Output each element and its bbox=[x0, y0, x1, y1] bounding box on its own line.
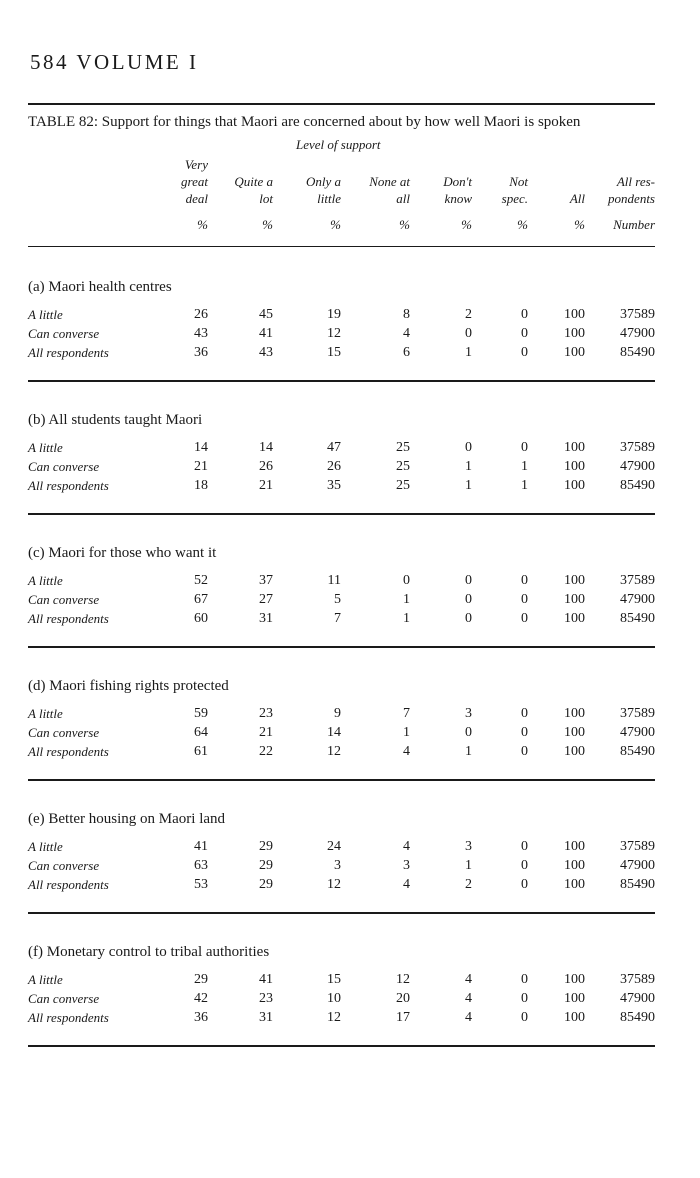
column-header-line: None at bbox=[369, 174, 410, 189]
table-cell: 26 bbox=[327, 459, 341, 474]
table-cell: 0 bbox=[521, 345, 528, 360]
table-cell: 100 bbox=[564, 345, 585, 360]
table-row bbox=[0, 877, 700, 896]
table-cell: 47900 bbox=[620, 991, 655, 1006]
table-cell: 53 bbox=[194, 877, 208, 892]
table-cell: 4 bbox=[403, 839, 410, 854]
table-cell: 37589 bbox=[620, 440, 655, 455]
row-label: All respondents bbox=[28, 1010, 109, 1025]
table-cell: 100 bbox=[564, 744, 585, 759]
column-header bbox=[213, 173, 273, 207]
table-cell: 0 bbox=[521, 706, 528, 721]
column-header-line: Don't bbox=[443, 174, 472, 189]
section-rule bbox=[28, 1045, 655, 1047]
table-cell: 100 bbox=[564, 592, 585, 607]
table-cell: 85490 bbox=[620, 1010, 655, 1025]
column-header-line: Not bbox=[509, 174, 528, 189]
row-label: Can converse bbox=[28, 991, 100, 1006]
table-row bbox=[0, 326, 700, 345]
table-cell: 1 bbox=[521, 459, 528, 474]
table-cell: 100 bbox=[564, 326, 585, 341]
table-cell: 4 bbox=[465, 1010, 472, 1025]
table-row bbox=[0, 744, 700, 763]
table-cell: 18 bbox=[194, 478, 208, 493]
table-cell: 31 bbox=[259, 1010, 273, 1025]
table-cell: 100 bbox=[564, 858, 585, 873]
table-cell: 61 bbox=[194, 744, 208, 759]
table-cell: 85490 bbox=[620, 478, 655, 493]
row-label: Can converse bbox=[28, 459, 100, 474]
table-cell: 29 bbox=[259, 839, 273, 854]
row-label: All respondents bbox=[28, 345, 109, 360]
level-of-support-label: Level of support bbox=[296, 137, 381, 152]
row-label: Can converse bbox=[28, 592, 100, 607]
row-label: A little bbox=[28, 307, 63, 322]
table-cell: 100 bbox=[564, 307, 585, 322]
row-label: Can converse bbox=[28, 858, 100, 873]
table-row bbox=[0, 858, 700, 877]
table-cell: 37589 bbox=[620, 573, 655, 588]
table-cell: 36 bbox=[194, 1010, 208, 1025]
row-label: A little bbox=[28, 972, 63, 987]
table-cell: 12 bbox=[327, 877, 341, 892]
table-row bbox=[0, 573, 700, 592]
column-header-line: lot bbox=[259, 191, 273, 206]
table-cell: 0 bbox=[521, 725, 528, 740]
table-cell: 21 bbox=[194, 459, 208, 474]
table-cell: 3 bbox=[334, 858, 341, 873]
table-cell: 37589 bbox=[620, 972, 655, 987]
table-cell: 4 bbox=[465, 972, 472, 987]
table-cell: 0 bbox=[521, 744, 528, 759]
table-cell: 42 bbox=[194, 991, 208, 1006]
column-header bbox=[585, 173, 655, 207]
column-unit: % bbox=[262, 217, 273, 232]
page-header: 584 VOLUME I bbox=[30, 50, 199, 74]
table-cell: 41 bbox=[194, 839, 208, 854]
table-cell: 29 bbox=[194, 972, 208, 987]
table-row bbox=[0, 345, 700, 364]
table-row bbox=[0, 1010, 700, 1029]
section-title: (b) All students taught Maori bbox=[28, 412, 203, 428]
table-cell: 15 bbox=[327, 972, 341, 987]
table-cell: 1 bbox=[465, 858, 472, 873]
row-label: All respondents bbox=[28, 877, 109, 892]
table-cell: 85490 bbox=[620, 611, 655, 626]
table-cell: 100 bbox=[564, 706, 585, 721]
column-header-line: deal bbox=[185, 191, 208, 206]
table-cell: 59 bbox=[194, 706, 208, 721]
table-cell: 100 bbox=[564, 573, 585, 588]
table-cell: 12 bbox=[327, 744, 341, 759]
column-unit: % bbox=[517, 217, 528, 232]
section-title: (a) Maori health centres bbox=[28, 279, 172, 295]
table-cell: 100 bbox=[564, 440, 585, 455]
table-cell: 0 bbox=[521, 440, 528, 455]
table-cell: 47900 bbox=[620, 858, 655, 873]
table-row bbox=[0, 440, 700, 459]
table-cell: 41 bbox=[259, 972, 273, 987]
table-cell: 47 bbox=[327, 440, 341, 455]
section-title: (d) Maori fishing rights protected bbox=[28, 678, 229, 694]
table-cell: 23 bbox=[259, 706, 273, 721]
section-rule bbox=[28, 646, 655, 648]
table-cell: 7 bbox=[334, 611, 341, 626]
table-cell: 100 bbox=[564, 877, 585, 892]
column-unit: % bbox=[197, 217, 208, 232]
table-row bbox=[0, 725, 700, 744]
section-title: (c) Maori for those who want it bbox=[28, 545, 217, 561]
table-row bbox=[0, 478, 700, 497]
section-rule bbox=[28, 779, 655, 781]
column-unit: % bbox=[461, 217, 472, 232]
table-cell: 100 bbox=[564, 991, 585, 1006]
row-label: Can converse bbox=[28, 725, 100, 740]
table-cell: 21 bbox=[259, 478, 273, 493]
table-cell: 100 bbox=[564, 478, 585, 493]
table-cell: 1 bbox=[465, 478, 472, 493]
column-header-line: Very bbox=[184, 157, 208, 172]
table-cell: 4 bbox=[465, 991, 472, 1006]
table-cell: 0 bbox=[465, 326, 472, 341]
table-cell: 29 bbox=[259, 877, 273, 892]
table-cell: 0 bbox=[465, 440, 472, 455]
table-cell: 37 bbox=[259, 573, 273, 588]
row-label: All respondents bbox=[28, 744, 109, 759]
column-header-line: All res- bbox=[616, 174, 655, 189]
table-cell: 20 bbox=[396, 991, 410, 1006]
section-title: (e) Better housing on Maori land bbox=[28, 811, 226, 827]
row-label: All respondents bbox=[28, 478, 109, 493]
table-cell: 19 bbox=[327, 307, 341, 322]
table-top-rule bbox=[28, 103, 655, 105]
column-header-line: Quite a bbox=[234, 174, 273, 189]
table-cell: 85490 bbox=[620, 877, 655, 892]
table-cell: 4 bbox=[403, 877, 410, 892]
table-row bbox=[0, 706, 700, 725]
section-rule bbox=[28, 380, 655, 382]
table-row bbox=[0, 592, 700, 611]
table-row bbox=[0, 991, 700, 1010]
table-cell: 31 bbox=[259, 611, 273, 626]
column-header bbox=[148, 156, 208, 207]
table-cell: 0 bbox=[521, 611, 528, 626]
table-cell: 10 bbox=[327, 991, 341, 1006]
table-cell: 0 bbox=[465, 725, 472, 740]
table-cell: 26 bbox=[194, 307, 208, 322]
table-cell: 47900 bbox=[620, 459, 655, 474]
table-cell: 9 bbox=[334, 706, 341, 721]
table-cell: 14 bbox=[327, 725, 341, 740]
table-cell: 29 bbox=[259, 858, 273, 873]
table-cell: 0 bbox=[465, 611, 472, 626]
table-row bbox=[0, 972, 700, 991]
table-cell: 47900 bbox=[620, 326, 655, 341]
table-cell: 14 bbox=[194, 440, 208, 455]
table-cell: 12 bbox=[396, 972, 410, 987]
table-cell: 0 bbox=[521, 972, 528, 987]
table-row bbox=[0, 839, 700, 858]
table-cell: 0 bbox=[521, 858, 528, 873]
table-cell: 3 bbox=[465, 706, 472, 721]
header-bottom-rule bbox=[28, 246, 655, 247]
table-cell: 100 bbox=[564, 1010, 585, 1025]
table-cell: 0 bbox=[521, 326, 528, 341]
table-cell: 25 bbox=[396, 478, 410, 493]
column-header-line: know bbox=[444, 191, 472, 206]
row-label: A little bbox=[28, 440, 63, 455]
row-label: A little bbox=[28, 706, 63, 721]
table-cell: 63 bbox=[194, 858, 208, 873]
table-cell: 14 bbox=[259, 440, 273, 455]
table-cell: 15 bbox=[327, 345, 341, 360]
table-cell: 21 bbox=[259, 725, 273, 740]
column-unit: % bbox=[399, 217, 410, 232]
row-label: Can converse bbox=[28, 326, 100, 341]
row-label: A little bbox=[28, 573, 63, 588]
column-unit: % bbox=[330, 217, 341, 232]
table-cell: 11 bbox=[327, 573, 341, 588]
table-cell: 36 bbox=[194, 345, 208, 360]
table-cell: 37589 bbox=[620, 307, 655, 322]
table-cell: 0 bbox=[465, 573, 472, 588]
table-cell: 100 bbox=[564, 611, 585, 626]
table-cell: 0 bbox=[465, 592, 472, 607]
table-cell: 85490 bbox=[620, 345, 655, 360]
table-row bbox=[0, 307, 700, 326]
column-header bbox=[281, 173, 341, 207]
table-cell: 25 bbox=[396, 440, 410, 455]
table-cell: 1 bbox=[521, 478, 528, 493]
table-cell: 0 bbox=[521, 877, 528, 892]
table-cell: 45 bbox=[259, 307, 273, 322]
table-cell: 0 bbox=[521, 991, 528, 1006]
table-cell: 23 bbox=[259, 991, 273, 1006]
table-cell: 8 bbox=[403, 307, 410, 322]
table-row bbox=[0, 611, 700, 630]
table-cell: 2 bbox=[465, 877, 472, 892]
column-unit: % bbox=[574, 217, 585, 232]
table-cell: 60 bbox=[194, 611, 208, 626]
column-header bbox=[350, 173, 410, 207]
column-header-line: little bbox=[317, 191, 341, 206]
table-row bbox=[0, 459, 700, 478]
table-cell: 0 bbox=[521, 1010, 528, 1025]
table-cell: 37589 bbox=[620, 706, 655, 721]
table-cell: 100 bbox=[564, 459, 585, 474]
table-cell: 47900 bbox=[620, 725, 655, 740]
column-header bbox=[545, 190, 585, 207]
table-cell: 100 bbox=[564, 839, 585, 854]
table-cell: 4 bbox=[403, 326, 410, 341]
column-header-line: great bbox=[181, 174, 208, 189]
table-cell: 24 bbox=[327, 839, 341, 854]
table-cell: 0 bbox=[521, 307, 528, 322]
column-header-line: Only a bbox=[305, 174, 341, 189]
table-cell: 37589 bbox=[620, 839, 655, 854]
table-cell: 0 bbox=[403, 573, 410, 588]
table-cell: 52 bbox=[194, 573, 208, 588]
section-title: (f) Monetary control to tribal authorities bbox=[28, 944, 270, 960]
table-cell: 1 bbox=[465, 744, 472, 759]
table-cell: 41 bbox=[259, 326, 273, 341]
row-label: All respondents bbox=[28, 611, 109, 626]
table-cell: 67 bbox=[194, 592, 208, 607]
table-cell: 7 bbox=[403, 706, 410, 721]
table-cell: 0 bbox=[521, 592, 528, 607]
table-cell: 22 bbox=[259, 744, 273, 759]
table-cell: 12 bbox=[327, 326, 341, 341]
section-rule bbox=[28, 513, 655, 515]
table-title: TABLE 82: Support for things that Maori are concerned about by how well Maori is spoken bbox=[28, 114, 581, 130]
column-header-line: pondents bbox=[608, 191, 655, 206]
table-cell: 100 bbox=[564, 725, 585, 740]
table-cell: 0 bbox=[521, 573, 528, 588]
table-cell: 26 bbox=[259, 459, 273, 474]
table-cell: 43 bbox=[194, 326, 208, 341]
table-cell: 2 bbox=[465, 307, 472, 322]
table-cell: 3 bbox=[465, 839, 472, 854]
table-cell: 1 bbox=[465, 345, 472, 360]
table-cell: 100 bbox=[564, 972, 585, 987]
row-label: A little bbox=[28, 839, 63, 854]
table-cell: 1 bbox=[403, 592, 410, 607]
column-unit: Number bbox=[613, 217, 655, 232]
table-cell: 85490 bbox=[620, 744, 655, 759]
table-cell: 0 bbox=[521, 839, 528, 854]
table-cell: 3 bbox=[403, 858, 410, 873]
table-cell: 43 bbox=[259, 345, 273, 360]
table-cell: 5 bbox=[334, 592, 341, 607]
table-cell: 27 bbox=[259, 592, 273, 607]
section-rule bbox=[28, 912, 655, 914]
table-cell: 25 bbox=[396, 459, 410, 474]
table-cell: 47900 bbox=[620, 592, 655, 607]
table-cell: 35 bbox=[327, 478, 341, 493]
table-cell: 6 bbox=[403, 345, 410, 360]
table-cell: 12 bbox=[327, 1010, 341, 1025]
table-cell: 17 bbox=[396, 1010, 410, 1025]
column-header bbox=[483, 173, 528, 207]
table-cell: 1 bbox=[403, 725, 410, 740]
table-cell: 1 bbox=[403, 611, 410, 626]
column-header-line: All bbox=[569, 191, 585, 206]
table-cell: 4 bbox=[403, 744, 410, 759]
table-cell: 64 bbox=[194, 725, 208, 740]
column-header-line: spec. bbox=[501, 191, 528, 206]
table-cell: 1 bbox=[465, 459, 472, 474]
column-header bbox=[417, 173, 472, 207]
column-header-line: all bbox=[396, 191, 410, 206]
